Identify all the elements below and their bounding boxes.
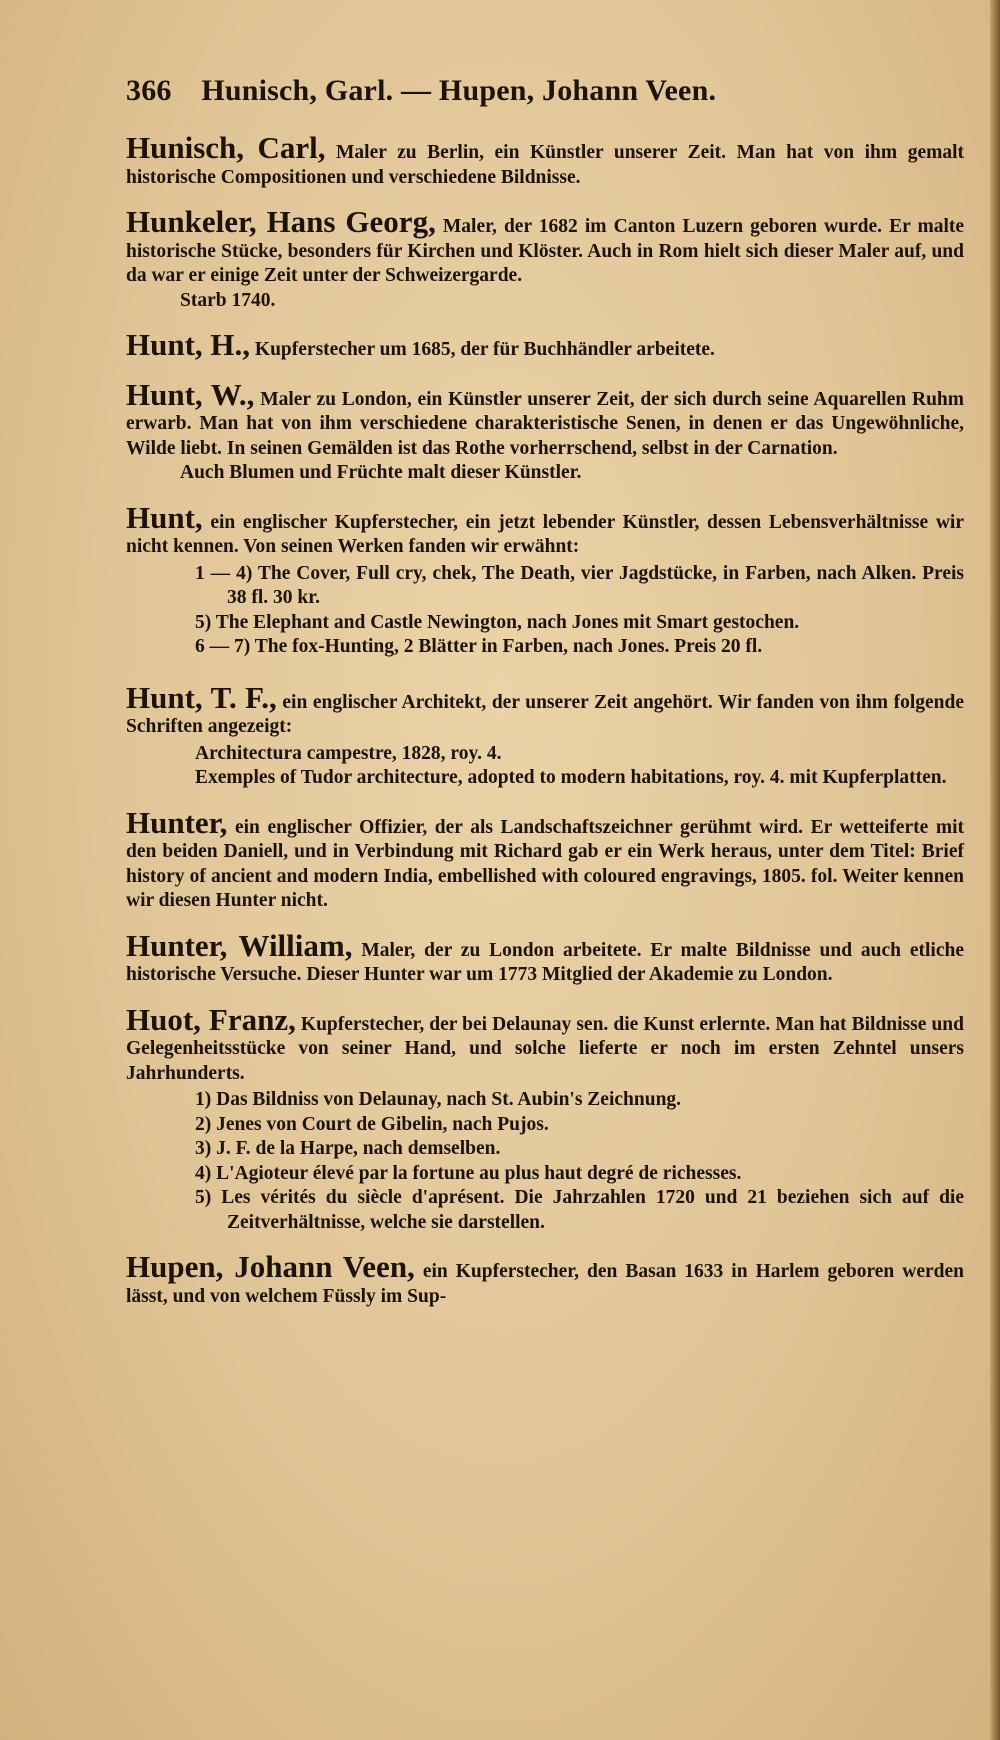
works-list — [126, 562, 964, 660]
entry-text: ein englischer Kupferstecher, ein jetzt lebender Künstler, dessen Lebensverhältnisse wir nicht kennen. Von seinen Werken fanden wir erwähnt: — [126, 511, 964, 557]
entry-name: Huot, Franz, — [126, 1001, 296, 1037]
entry-name: Hunisch, Carl, — [126, 130, 326, 165]
running-title: Hunisch, Garl. — Hupen, Johann Veen. — [201, 74, 717, 107]
entry-hunt-tf — [126, 679, 965, 791]
entry-text: Maler zu Berlin, ein Künstler unserer Zeit. Man hat von ihm gemalt historische Compositionen und verschiedene Bildnisse. — [126, 142, 965, 188]
entry-huot — [126, 1001, 964, 1236]
dictionary-content — [126, 130, 965, 1329]
entry-name: Hunt, H., — [126, 327, 251, 362]
page-edge — [990, 0, 1000, 1740]
list-item: 6 — 7) The fox-Hunting, 2 Blätter in Farben, nach Jones. Preis 20 fl. — [195, 636, 763, 657]
entry-hunt — [126, 499, 964, 660]
list-item: 1) Das Bildniss von Delaunay, nach St. Aubin's Zeichnung. — [195, 1089, 682, 1110]
works-list — [126, 1088, 964, 1235]
entry-text: ein englischer Offizier, der als Landschaftszeichner gerühmt wird. Er wetteiferte mit den beiden Daniell, und in Verbindung mit Richard gab er ein Werk heraus, unter dem Titel: Brief history of ancient and modern India, embellished with coloured engravings, 1805. fol. Weiter kennen wir diesen Hunter nicht. — [126, 816, 964, 911]
entry-text: Maler zu London, ein Künstler unserer Zeit, der sich durch seine Aquarellen Ruhm erwarb. Man hat von ihm verschiedene charakteristische Senen, in denen er das Ungewöhnliche, Wilde liebt. In seinen Gemälden ist das Rothe vorherrschend, selbst in der Carnation. — [126, 388, 965, 459]
entry-name: Hunter, William, — [126, 927, 353, 963]
entry-name: Hunt, T. F., — [126, 679, 277, 715]
entry-hunt-w — [126, 376, 965, 486]
entry-hunt-h — [126, 327, 964, 363]
list-item: 1 — 4) The Cover, Full cry, chek, The Death, vier Jagdstücke, in Farben, nach Alken. Preis 38 fl. 30 kr. — [195, 562, 964, 608]
entry-name: Hunt, W., — [126, 376, 255, 412]
entry-note: Starb 1740. — [180, 289, 276, 311]
list-item: 3) J. F. de la Harpe, nach demselben. — [195, 1138, 501, 1159]
entry-hunkeler — [126, 204, 965, 313]
list-item: 4) L'Agioteur élevé par la fortune au plus haut degré de richesses. — [195, 1162, 742, 1184]
list-item: 5) Les vérités du siècle d'aprésent. Die Jahrzahlen 1720 und 21 beziehen sich auf die Zeitverhältnisse, welche sie darstellen. — [195, 1187, 964, 1233]
entry-text: ein englischer Architekt, der unserer Zeit angehört. Wir fanden von ihm folgende Schriften angezeigt: — [126, 691, 965, 737]
entry-text: Kupferstecher, der bei Delaunay sen. die Kunst erlernte. Man hat Bildnisse und Gelegenheitsstücke von seiner Hand, und solche lieferte er noch im ersten Zehntel unsers Jahrhunderts. — [126, 1013, 964, 1084]
entry-name: Hupen, Johann Veen, — [126, 1249, 415, 1284]
entry-text: Kupferstecher um 1685, der für Buchhändler arbeitete. — [254, 339, 715, 360]
entry-text: Maler, der zu London arbeitete. Er malte Bildnisse und auch etliche historische Versuche. Dieser Hunter war um 1773 Mitglied der Akademie zu London. — [126, 939, 965, 985]
list-item: 5) The Elephant and Castle Newington, nach Jones mit Smart gestochen. — [195, 611, 800, 633]
works-list — [126, 742, 964, 791]
entry-hunter — [126, 804, 964, 914]
list-item: Exemples of Tudor architecture, adopted to modern habitations, roy. 4. mit Kupferplatten. — [195, 767, 947, 788]
list-item: 2) Jenes von Court de Gibelin, nach Pujos. — [195, 1113, 549, 1135]
entry-hupen — [126, 1249, 964, 1309]
list-item: Architectura campestre, 1828, roy. 4. — [195, 742, 502, 764]
entry-text: ein Kupferstecher, den Basan 1633 in Harlem geboren werden lässt, und von welchem Füssly im Sup- — [126, 1261, 964, 1307]
running-header — [126, 74, 866, 108]
entry-note: Auch Blumen und Früchte malt dieser Künstler. — [180, 462, 582, 483]
entry-hunisch — [126, 130, 965, 190]
entry-name: Hunter, — [126, 804, 228, 840]
entry-hunter-william — [126, 927, 965, 988]
entry-text: Maler, der 1682 im Canton Luzern geboren wurde. Er malte historische Stücke, besonders für Kirchen und Klöster. Auch in Rom hielt sich dieser Maler auf, und da war er einige Zeit unter der Schweizergarde. — [126, 216, 965, 286]
page-number: 366 — [126, 74, 172, 107]
entry-name: Hunkeler, Hans Georg, — [126, 204, 436, 239]
entry-name: Hunt, — [126, 499, 203, 535]
